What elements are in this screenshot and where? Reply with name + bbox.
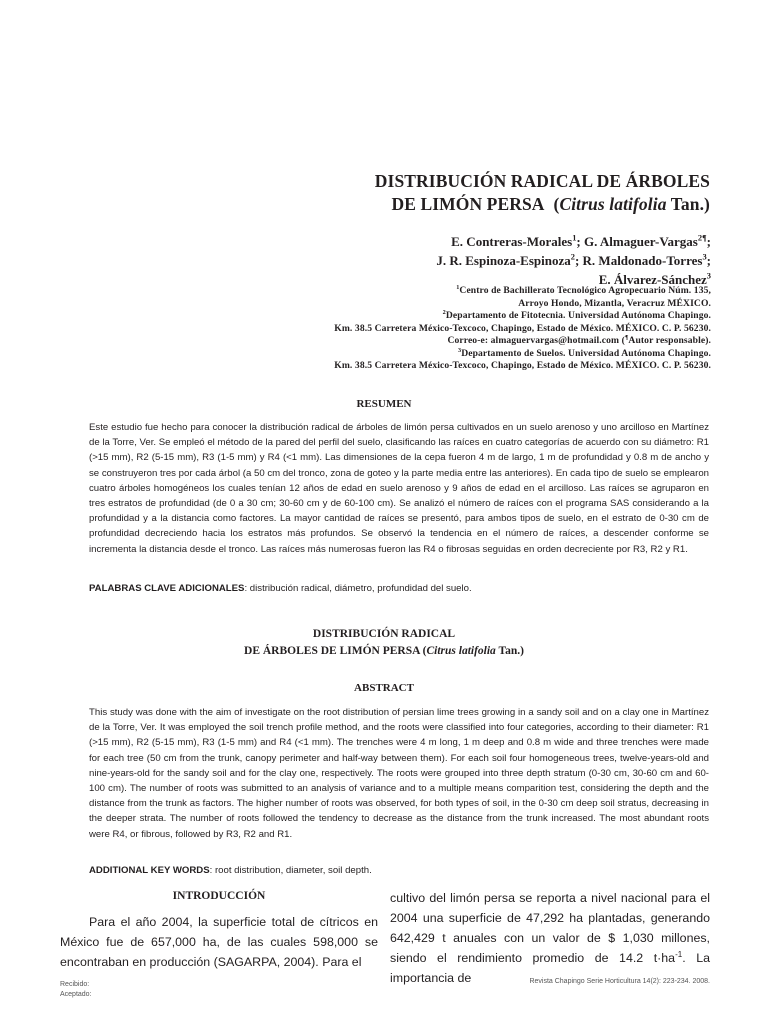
- author-list: [300, 232, 711, 289]
- aff-1-sup: 1: [456, 283, 460, 291]
- english-title-line-1: DISTRIBUCIÓN RADICAL: [312, 628, 456, 640]
- keywords-es-text: : distribución radical, diámetro, profundidad del suelo.: [244, 583, 472, 594]
- intro-right-sup: -1: [675, 949, 683, 959]
- affiliation-2: [200, 310, 711, 323]
- aff-3-text: Departamento de Suelos. Universidad Autónoma Chapingo.: [461, 347, 711, 359]
- affiliations: [200, 285, 711, 373]
- aff-2-sup: 2: [442, 308, 446, 316]
- author-2: ; G. Almaguer-Vargas: [576, 234, 698, 249]
- english-title: [0, 626, 768, 660]
- english-title-text: DE ÁRBOLES DE LIMÓN PERSA (: [244, 645, 427, 657]
- email-sup: ¶: [624, 333, 629, 341]
- aff-1-text: Centro de Bachillerato Tecnológico Agropecuario Núm. 135,: [459, 285, 711, 296]
- intro-left-column: Para el año 2004, la superficie total de cítricos en México fue de 657,000 ha, de las cuales 598,000 se encontraban en producción (SAGARPA, 2004). Para el: [60, 915, 378, 969]
- keywords-es: [89, 582, 709, 596]
- english-title-species: Citrus latifolia: [426, 645, 496, 657]
- author-2-end: ;: [706, 234, 711, 249]
- author-1-sup: 1: [572, 232, 577, 243]
- affiliation-3: [200, 348, 711, 361]
- author-4-sup: 3: [702, 251, 707, 262]
- author-5: E. Álvarez-Sánchez: [598, 272, 707, 287]
- keywords-en-text: : root distribution, diameter, soil depth.: [209, 865, 372, 876]
- intro-right-text-a: cultivo del limón persa se reporta a nivel nacional para el 2004 una superficie de 47,292 ha plantadas, generando 642,429 t anuales con un valor de $ 1,030 millones, siendo el rendimiento promedio de 14.2 t·ha: [390, 891, 710, 965]
- author-line-1: [300, 232, 711, 251]
- resumen-text: Este estudio fue hecho para conocer la distribución radical de árboles de limón persa cultivados en un suelo arenoso y uno arcilloso en Martínez de la Torre, Ver. Se empleó el método de la pared del perfil del suelo, clasificando las raíces en cuatro categorías de acuerdo con su diámetro: R1 (>15 mm), R2 (5-15 mm), R3 (1-5 mm) y R4 (<1 mm). Las dimensiones de la cepa fueron 4 m de largo, 1 m de profundidad y 0.8 m de ancho y se construyeron tres por cada árbol (a 50 cm del tronco, zona de goteo y la parte media entre las anteriores). En cada tipo de suelo se emplearon cuatro árboles homogéneos los cuales tenían 12 años de edad en suelo arenoso y 9 años de edad en el arcilloso. Las raíces se agruparon en tres estratos de profundidad (de 0 a 30 cm; 30-60 cm y de 60-100 cm). Se analizó el número de raíces con el programa SAS considerando a la profundidad y a la distancia como factores. La mayor cantidad de raíces se presentó, para ambos tipos de suelo, en el estrato de 0-30 cm de profundidad decreciendo hacia los estratos más profundos. Se observó la tendencia en el número de raíces, a descender conforme se incrementa la distancia desde el tronco. Las raíces más numerosas fueron las R4 o fibrosas seguidas en orden decreciente por R3, R2 y R1.: [89, 422, 709, 555]
- aff-2-text: Departamento de Fitotecnia. Universidad Autónoma Chapingo.: [445, 310, 711, 321]
- author-3-sup: 2: [570, 251, 575, 262]
- english-title-end: Tan.): [498, 645, 524, 657]
- author-1: E. Contreras-Morales: [451, 234, 573, 249]
- received-label: Recibido:: [60, 981, 90, 988]
- title-line-2: DE LIMÓN PERSA (Citrus latifolia Tan.): [391, 194, 710, 214]
- author-2-sup: 2¶: [697, 232, 707, 243]
- author-line-2: [300, 251, 711, 270]
- english-title-line-2: [0, 643, 768, 660]
- accepted-label: Aceptado:: [60, 991, 92, 998]
- aff-3-sup: 3: [457, 346, 462, 354]
- author-4-end: ;: [706, 253, 711, 268]
- title-line-2-text: DE LIMÓN PERSA: [391, 194, 545, 214]
- intro-right-text-b: . La importancia de: [390, 951, 710, 985]
- affiliation-1: [200, 285, 711, 298]
- article-title: [300, 170, 710, 216]
- email-text-a: Correo-e: almaguervargas@hotmail.com (: [447, 335, 625, 346]
- keywords-es-label: PALABRAS CLAVE ADICIONALES: [89, 583, 245, 594]
- intro-heading: INTRODUCCIÓN: [172, 890, 266, 902]
- resumen-heading: RESUMEN: [356, 398, 412, 410]
- email-text-b: Autor responsable).: [628, 335, 711, 346]
- abstract-text: This study was done with the aim of investigate on the root distribution of persian lime trees growing in a sandy soil and on a clay one in Martínez de la Torre, Ver. It was employed the soil trench profile method, and the roots were classified into four categories, according to their diameter: R1 (>15 mm), R2 (5-15 mm), R3 (1-5 mm) and R4 (<1 mm). The trenches were 4 m long, 1 m deep and 0.8 m wide and three trenches were made for each tree (50 cm from the trunk, canopy perimeter and half-way between them). For each soil four homogeneous trees, twelve-years-old and nine-years-old for the sandy soil and for the clay one, respectively. The roots were grouped into three depth stratum (0-30 cm, 30-60 cm and 60-100 cm). The number of roots was submitted to an analysis of variance and to a multiple means comparition test, considering the depth and the distance from the trunk as factors. The higher number of roots was observed, for both types of soil, in the 0-30 cm deep soil stratus, decreasing in the deeper strata. The number of roots followed the tendency to decrease as the distance from the trunk increased. The most abundant roots were R4, or fibrous, followed by R3, R2 and R1.: [89, 707, 709, 840]
- keywords-en-label: ADDITIONAL KEY WORDS: [89, 865, 210, 876]
- keywords-en: [89, 864, 709, 878]
- author-3: J. R. Espinoza-Espinoza: [436, 253, 571, 268]
- author-4: ; R. Maldonado-Torres: [574, 253, 703, 268]
- affiliation-3-address: Km. 38.5 Carretera México-Texcoco, Chapingo, Estado de México. MÉXICO. C. P. 56230.: [334, 360, 711, 371]
- intro-right-column: [390, 888, 710, 988]
- affiliation-2-address: Km. 38.5 Carretera México-Texcoco, Chapingo, Estado de México. MÉXICO. C. P. 56230.: [334, 322, 711, 334]
- species-name: Citrus latifolia: [559, 194, 667, 214]
- affiliation-1-address: Arroyo Hondo, Mizantla, Veracruz MÉXICO.: [518, 297, 711, 309]
- abstract-heading: ABSTRACT: [354, 682, 414, 694]
- title-line-1: DISTRIBUCIÓN RADICAL DE ÁRBOLES: [374, 171, 710, 191]
- title-author-abbr: Tan.): [670, 194, 710, 214]
- footer-dates: [60, 980, 92, 1000]
- corresponding-email: [200, 335, 711, 348]
- journal-citation: Revista Chapingo Serie Horticultura 14(2): 223-234. 2008.: [529, 978, 710, 985]
- author-5-sup: 3: [706, 270, 711, 281]
